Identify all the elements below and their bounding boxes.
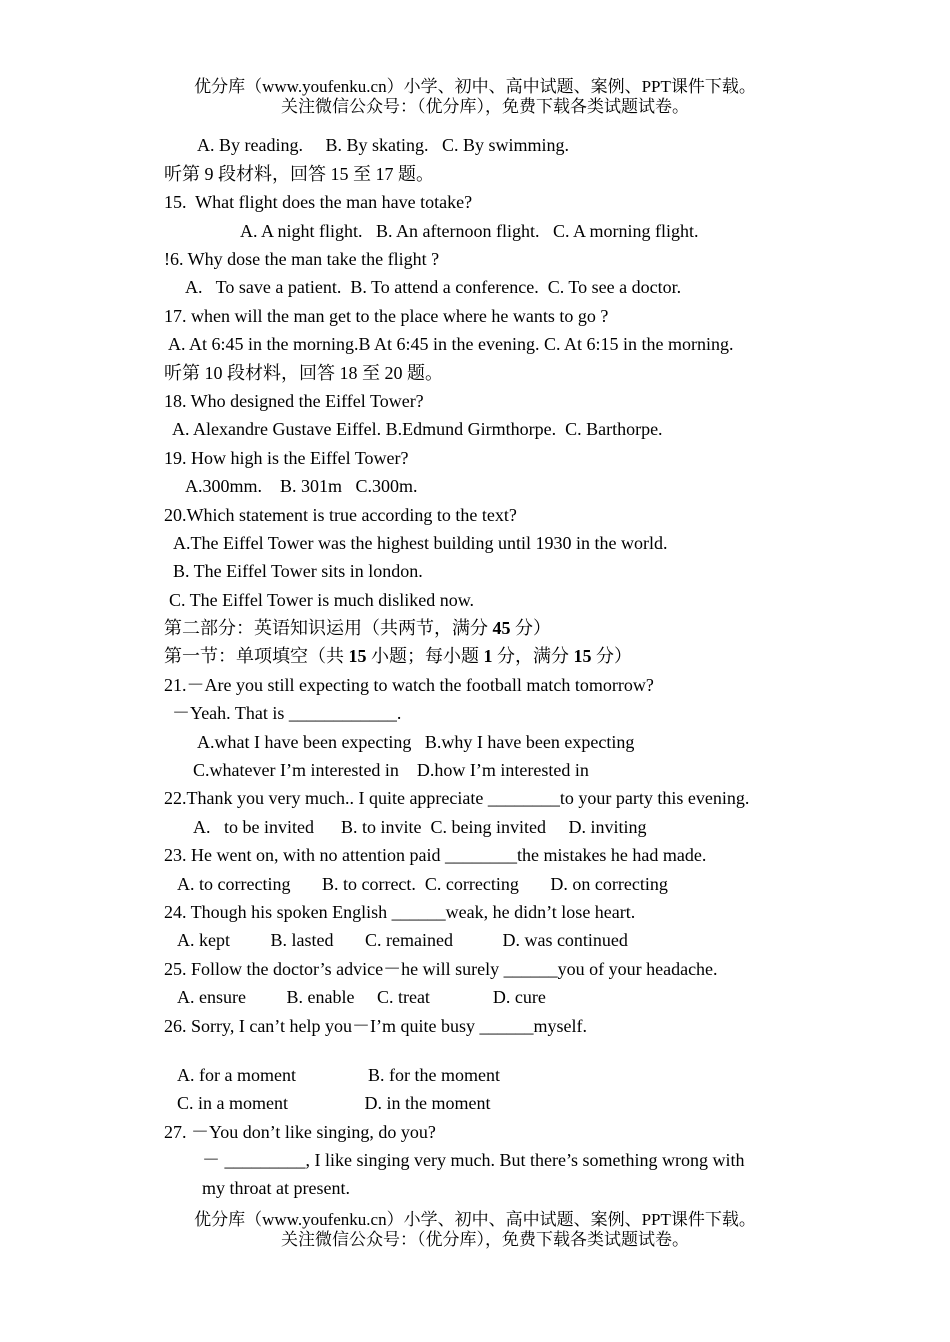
- q15-stem: 15. What flight does the man have totake?: [164, 192, 473, 212]
- page-header: [0, 77, 950, 117]
- q27-stem: 27. －You don’t like singing, do you?: [164, 1122, 436, 1142]
- q17-stem: 17. when will the man get to the place where he wants to go ?: [164, 306, 609, 326]
- section-one-heading: 第一节：单项填空（共 15 小题；每小题 1 分，满分 15 分）: [164, 646, 632, 666]
- q19-options: A.300mm. B. 301m C.300m.: [185, 476, 418, 496]
- header-line-1: 优分库（www.youfenku.cn）小学、初中、高中试题、案例、PPT课件下载。: [194, 77, 756, 96]
- q23-options: A. to correcting B. to correct. C. correcting D. on correcting: [177, 874, 668, 894]
- q20-option-a: A.The Eiffel Tower was the highest building until 1930 in the world.: [173, 533, 668, 553]
- q19-stem: 19. How high is the Eiffel Tower?: [164, 448, 409, 468]
- q15-options: A. A night flight. B. An afternoon flight. C. A morning flight.: [240, 221, 699, 241]
- q21-options-cd: C.whatever I’m interested in D.how I’m interested in: [193, 760, 589, 780]
- header-line-2: 关注微信公众号：（优分库），免费下载各类试题试卷。: [281, 97, 689, 116]
- q20-stem: 20.Which statement is true according to the text?: [164, 505, 517, 525]
- q21-options-ab: A.what I have been expecting B.why I have been expecting: [197, 732, 635, 752]
- q26-options-cd: C. in a moment D. in the moment: [177, 1093, 491, 1113]
- q20-option-c: C. The Eiffel Tower is much disliked now.: [169, 590, 475, 610]
- q27-response: － _________, I like singing very much. But there’s something wrong with: [202, 1150, 745, 1170]
- q21-stem: 21.－Are you still expecting to watch the football match tomorrow?: [164, 675, 654, 695]
- q22-stem: 22.Thank you very much.. I quite appreciate ________to your party this evening.: [164, 788, 750, 808]
- q26-stem: 26. Sorry, I can’t help you－I’m quite busy ______myself.: [164, 1016, 587, 1036]
- section-10-instruction: 听第 10 段材料，回答 18 至 20 题。: [164, 363, 443, 383]
- q25-stem: 25. Follow the doctor’s advice－he will surely ______you of your headache.: [164, 959, 718, 979]
- q18-stem: 18. Who designed the Eiffel Tower?: [164, 391, 424, 411]
- footer-line-2: 关注微信公众号：（优分库），免费下载各类试题试卷。: [281, 1230, 689, 1249]
- q22-options: A. to be invited B. to invite C. being invited D. inviting: [193, 817, 647, 837]
- section-9-instruction: 听第 9 段材料，回答 15 至 17 题。: [164, 164, 434, 184]
- part-two-heading: 第二部分：英语知识运用（共两节，满分 45 分）: [164, 618, 551, 638]
- footer-line-1: 优分库（www.youfenku.cn）小学、初中、高中试题、案例、PPT课件下载。: [194, 1210, 756, 1229]
- q21-response: －Yeah. That is ____________.: [172, 703, 402, 723]
- q18-options: A. Alexandre Gustave Eiffel. B.Edmund Girmthorpe. C. Barthorpe.: [172, 419, 663, 439]
- q27-response-cont: my throat at present.: [202, 1178, 350, 1198]
- q25-options: A. ensure B. enable C. treat D. cure: [177, 987, 546, 1007]
- q24-options: A. kept B. lasted C. remained D. was continued: [177, 930, 628, 950]
- q20-option-b: B. The Eiffel Tower sits in london.: [173, 561, 423, 581]
- q16-stem: !6. Why dose the man take the flight ?: [164, 249, 440, 269]
- q17-options: A. At 6:45 in the morning.B At 6:45 in the evening. C. At 6:15 in the morning.: [168, 334, 734, 354]
- q26-options-ab: A. for a moment B. for the moment: [177, 1065, 500, 1085]
- q24-stem: 24. Though his spoken English ______weak, he didn’t lose heart.: [164, 902, 636, 922]
- q16-options: A. To save a patient. B. To attend a conference. C. To see a doctor.: [185, 277, 682, 297]
- q14-options: A. By reading. B. By skating. C. By swimming.: [197, 135, 570, 155]
- q23-stem: 23. He went on, with no attention paid ________the mistakes he had made.: [164, 845, 707, 865]
- page-footer: [0, 1210, 950, 1250]
